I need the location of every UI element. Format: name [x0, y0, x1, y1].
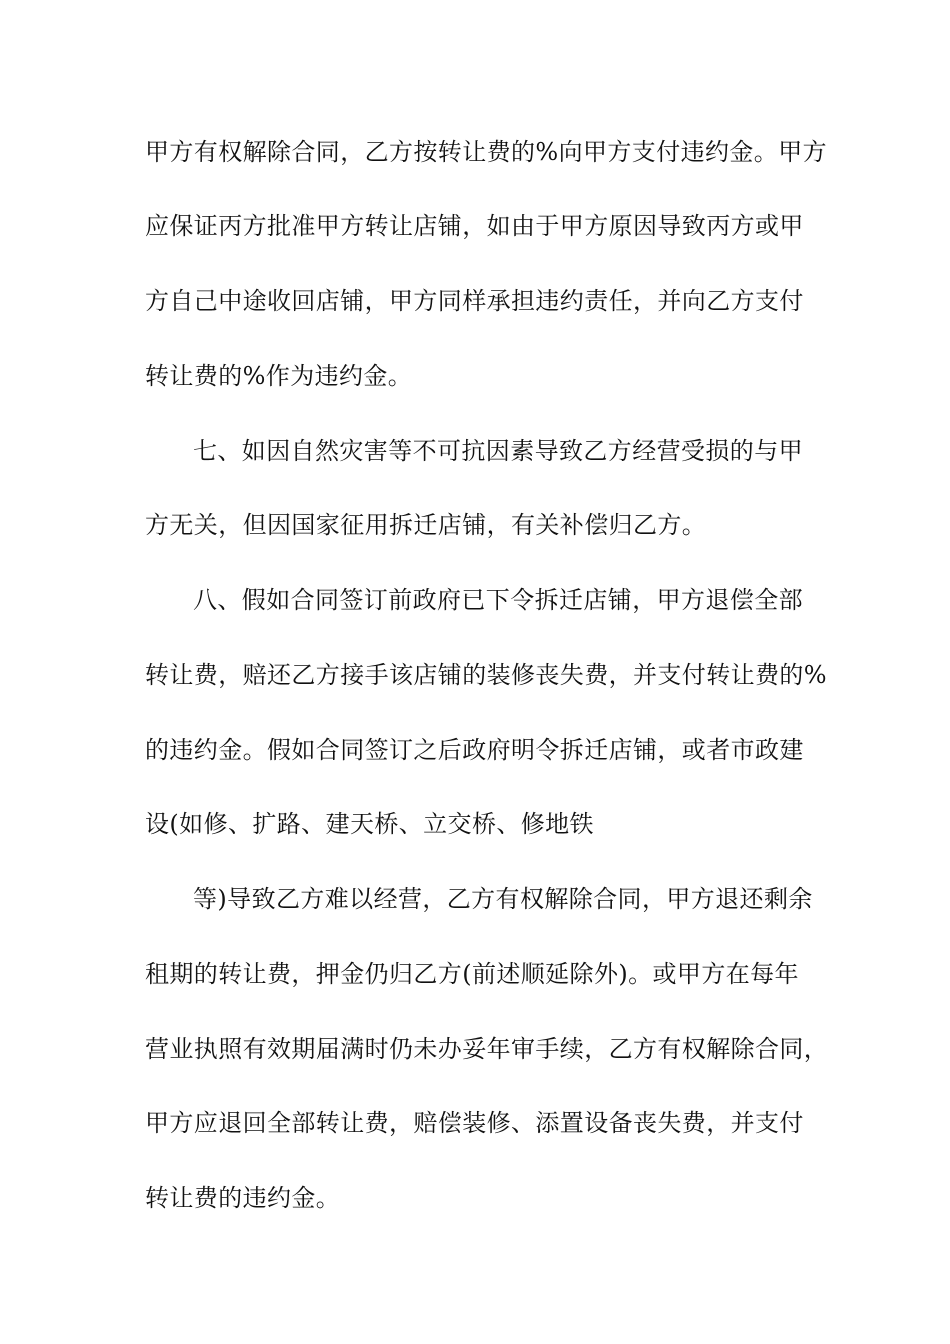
- text-line: 甲方有权解除合同，乙方按转让费的%向甲方支付违约金。甲方: [145, 138, 828, 166]
- text-line: 方自己中途收回店铺，甲方同样承担违约责任，并向乙方支付: [145, 287, 804, 315]
- text-line: 转让费，赔还乙方接手该店铺的装修丧失费，并支付转让费的%: [145, 661, 828, 689]
- paragraph-eight-start: 八、假如合同签订前政府已下令拆迁店铺，甲方退偿全部: [193, 586, 803, 614]
- text-line: 的违约金。假如合同签订之后政府明令拆迁店铺，或者市政建: [145, 736, 804, 764]
- paragraph-seven-start: 七、如因自然灾害等不可抗因素导致乙方经营受损的与甲: [193, 437, 803, 465]
- text-line: 设(如修、扩路、建天桥、立交桥、修地铁: [145, 810, 594, 838]
- text-line: 甲方应退回全部转让费，赔偿装修、添置设备丧失费，并支付: [145, 1109, 804, 1137]
- text-line: 转让费的%作为违约金。: [145, 362, 413, 390]
- text-line: 营业执照有效期届满时仍未办妥年审手续，乙方有权解除合同，: [145, 1035, 829, 1063]
- text-line: 应保证丙方批准甲方转让店铺，如由于甲方原因导致丙方或甲: [145, 212, 804, 240]
- paragraph-continuation-start: 等)导致乙方难以经营，乙方有权解除合同，甲方退还剩余: [193, 885, 813, 913]
- text-line: 方无关，但因国家征用拆迁店铺，有关补偿归乙方。: [145, 511, 707, 539]
- text-line: 租期的转让费，押金仍归乙方(前述顺延除外)。或甲方在每年: [145, 960, 799, 988]
- text-line: 转让费的违约金。: [145, 1184, 341, 1212]
